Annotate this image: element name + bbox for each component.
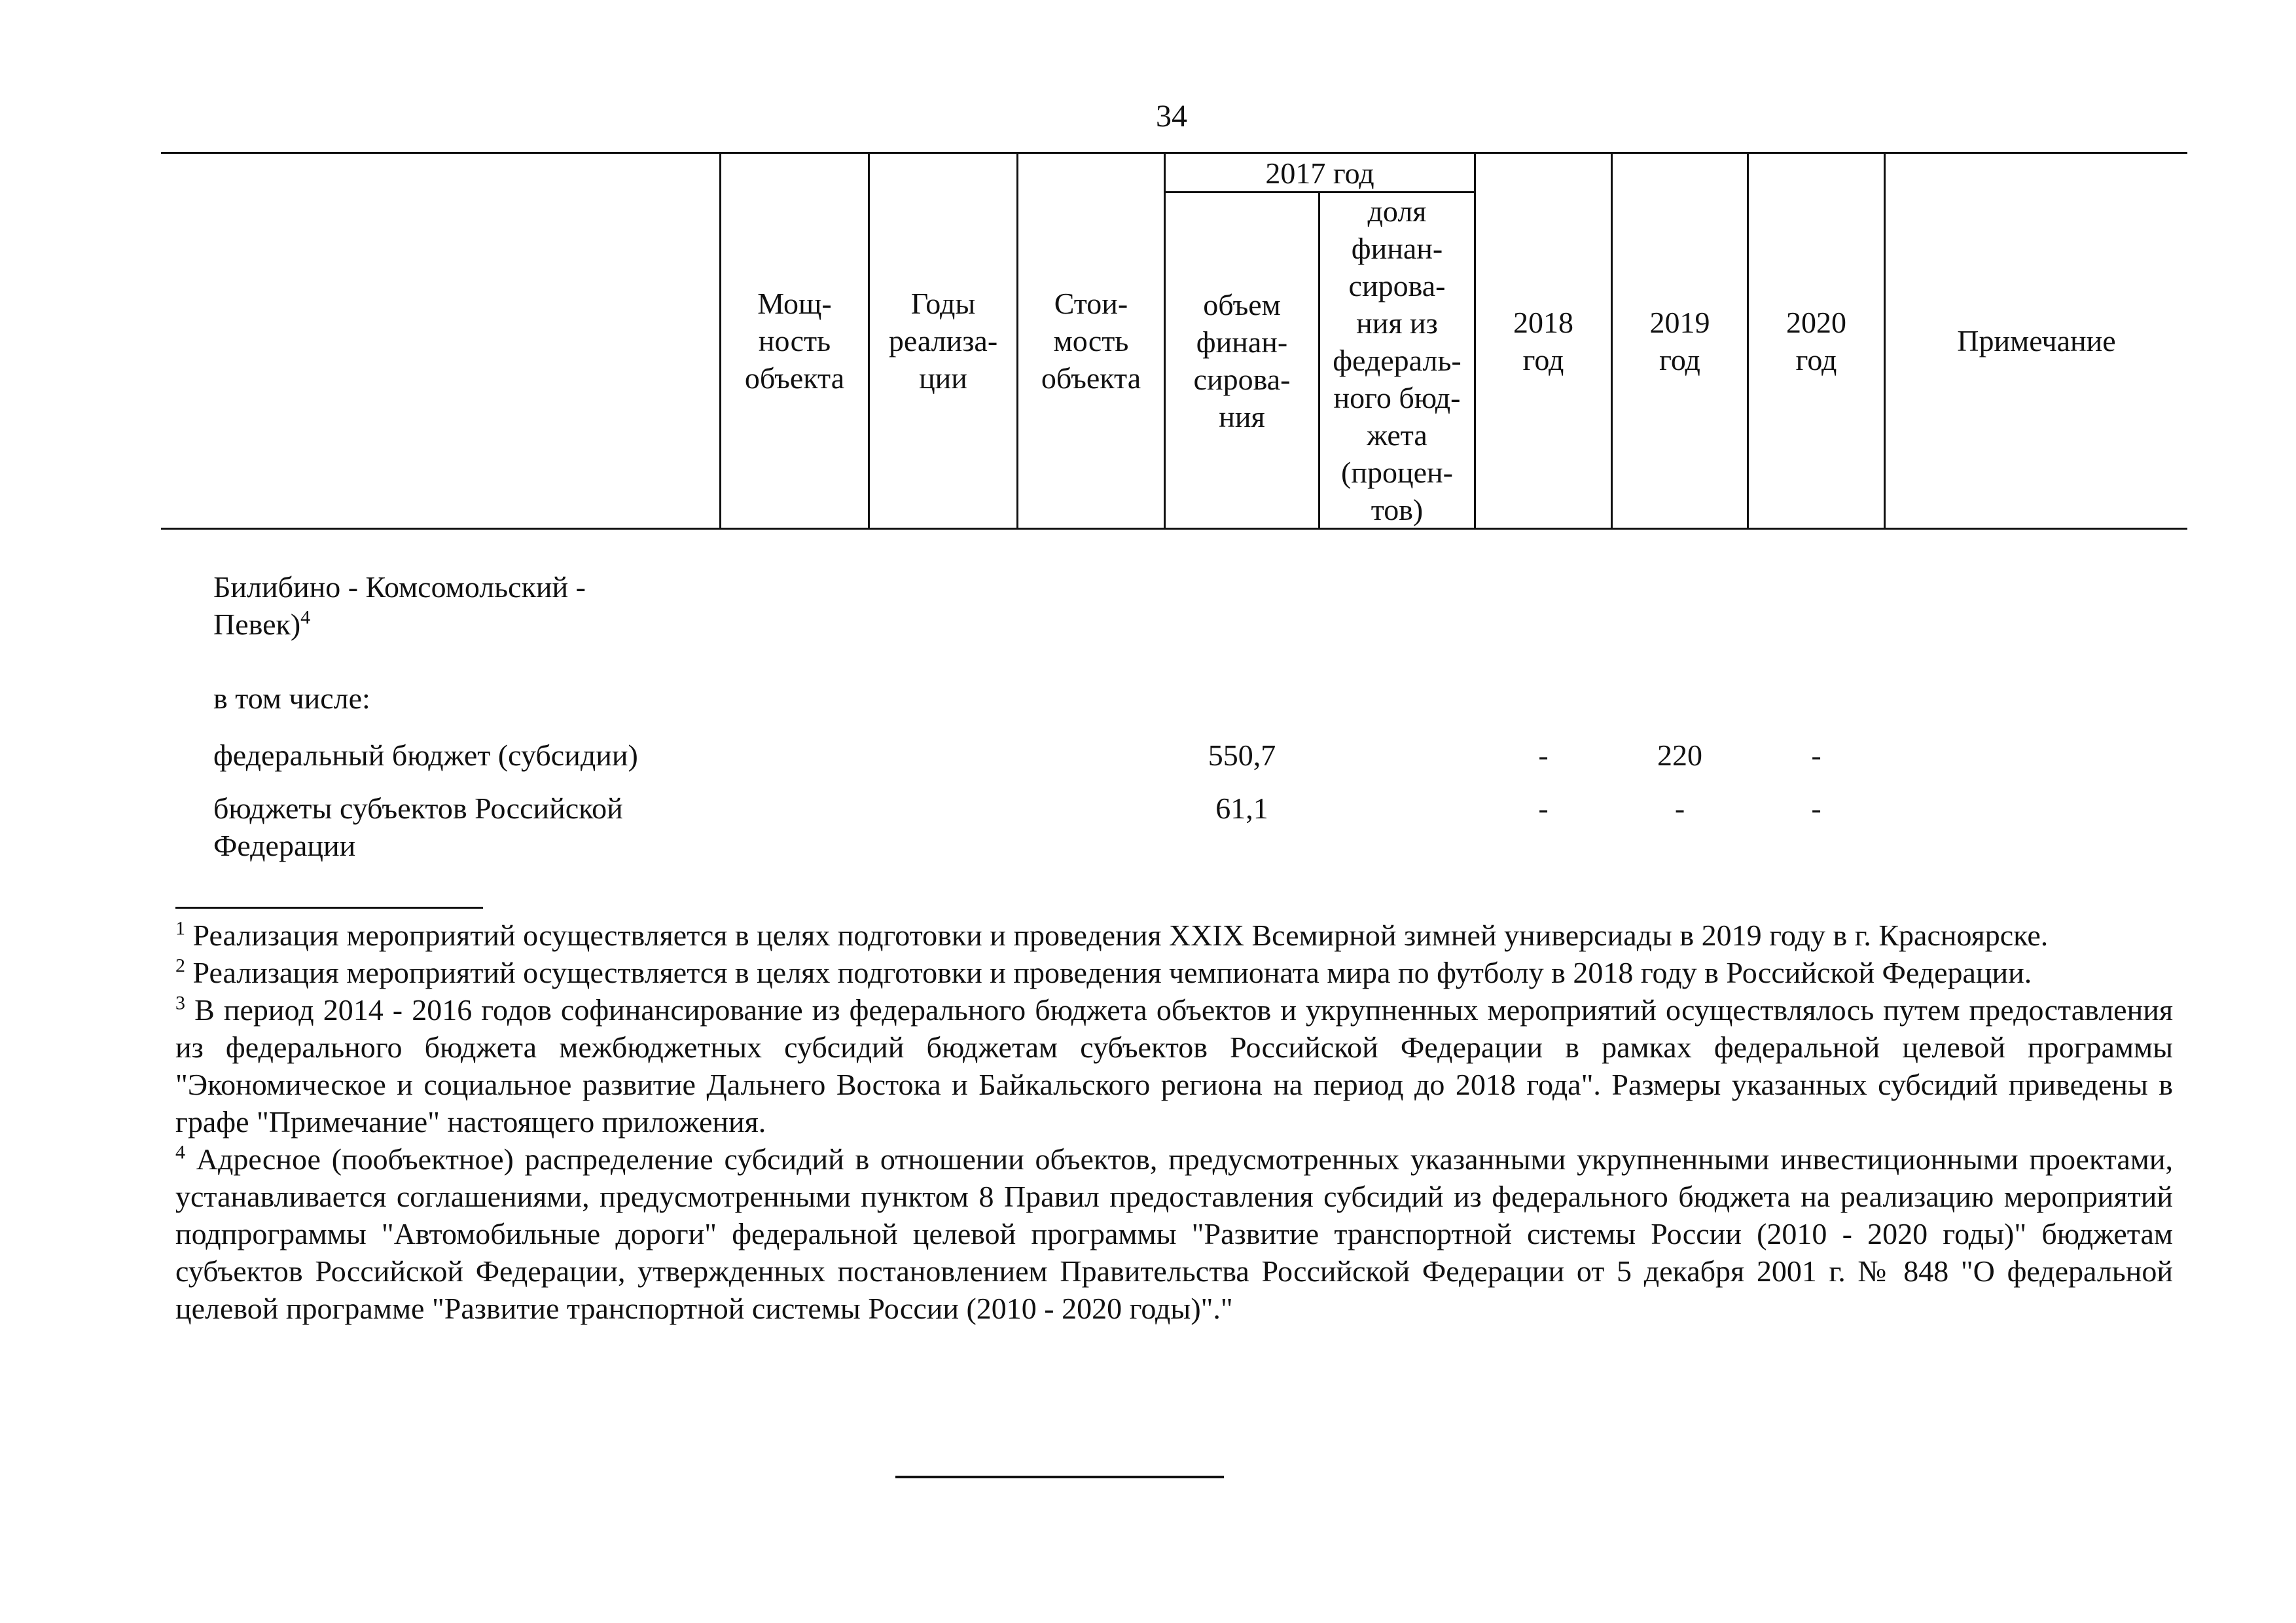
header-cost: Стои- мость объекта bbox=[1041, 287, 1141, 395]
footnote-text: Адресное (пообъектное) распределение субсидий в отношении объектов, предусмотренных указанными укрупненными инвестиционными проектами, устанавливается соглашениями, предусмотренными пунктом 8 Правил предоставления субсидий из федерального бюджета на реализацию мероприятий подпрограммы "Автомобильные дороги" федеральной целевой программы "Развитие транспортной системы России (2010 - 2020 годы)" бюджетам субъектов Российской Федерации, утвержденных постановлением Правительства Российской Федерации от 5 декабря 2001 г. № 848 "О федеральной целевой программе "Развитие транспортной системы России (2010 - 2020 годы)"." bbox=[175, 1142, 2174, 1325]
federal-2018: - bbox=[1538, 739, 1549, 772]
footnote-text: В период 2014 - 2016 годов софинансирование из федерального бюджета объектов и укрупненных мероприятий осуществлялось путем предоставления из федерального бюджета межбюджетных субсидий бюджетам субъектов Российской Федерации в рамках федеральной целевой программы "Экономическое и социальное развитие Дальнего Востока и Байкальского региона на период до 2018 года". Размеры указанных субсидий приведены в графе "Примечание" настоящего приложения. bbox=[175, 993, 2173, 1139]
footnote-3 bbox=[175, 991, 2173, 1140]
header-volume: объем финан- сирова- ния bbox=[1193, 287, 1291, 433]
header-federal-share: доля финан- сирова- ния из федераль- ного бюд- жета (процен- тов) bbox=[1333, 194, 1462, 526]
header-2017-year: 2017 год bbox=[1265, 156, 1374, 190]
header-note: Примечание bbox=[1957, 324, 2116, 357]
regional-volume-2017: 61,1 bbox=[1215, 792, 1268, 825]
footnote-2 bbox=[175, 954, 2173, 991]
federal-2020: - bbox=[1811, 739, 1821, 772]
federal-2019: 220 bbox=[1657, 739, 1702, 772]
footnote-mark: 1 bbox=[175, 917, 185, 939]
footnote-separator bbox=[175, 907, 483, 909]
footnotes bbox=[175, 917, 2173, 1327]
page-number: 34 bbox=[1156, 99, 1187, 134]
regional-2019: - bbox=[1674, 792, 1685, 825]
regional-2020: - bbox=[1811, 792, 1821, 825]
footnote-1 bbox=[175, 917, 2173, 954]
header-capacity: Мощ- ность объекта bbox=[744, 287, 845, 395]
object-name bbox=[213, 568, 711, 643]
header-2019: 2019 год bbox=[1649, 305, 1710, 376]
footnote-text: Реализация мероприятий осуществляется в целях подготовки и проведения чемпионата мира по футболу в 2018 году в Российской Федерации. bbox=[192, 956, 2032, 989]
regional-2018: - bbox=[1538, 792, 1549, 825]
header-years: Годы реализа- ции bbox=[888, 287, 998, 395]
end-of-document-rule bbox=[895, 1476, 1224, 1478]
footnote-mark: 2 bbox=[175, 955, 185, 977]
header-2020: 2020 год bbox=[1786, 305, 1846, 376]
federal-volume-2017: 550,7 bbox=[1208, 739, 1276, 772]
footnote-4 bbox=[175, 1140, 2173, 1327]
footnote-text: Реализация мероприятий осуществляется в целях подготовки и проведения XXIX Всемирной зимней универсиады в 2019 году в г. Красноярске. bbox=[192, 919, 2049, 952]
regional-budget-label: бюджеты субъектов Российской Федерации bbox=[213, 792, 623, 862]
including-label: в том числе: bbox=[213, 682, 370, 715]
federal-budget-label: федеральный бюджет (субсидии) bbox=[213, 739, 638, 772]
footnote-mark: 3 bbox=[175, 992, 185, 1014]
object-name-text: Билибино - Комсомольский - Певек) bbox=[213, 570, 586, 641]
object-footnote-mark: 4 bbox=[300, 606, 311, 629]
header-2018: 2018 год bbox=[1513, 305, 1573, 376]
footnote-mark: 4 bbox=[175, 1141, 185, 1163]
